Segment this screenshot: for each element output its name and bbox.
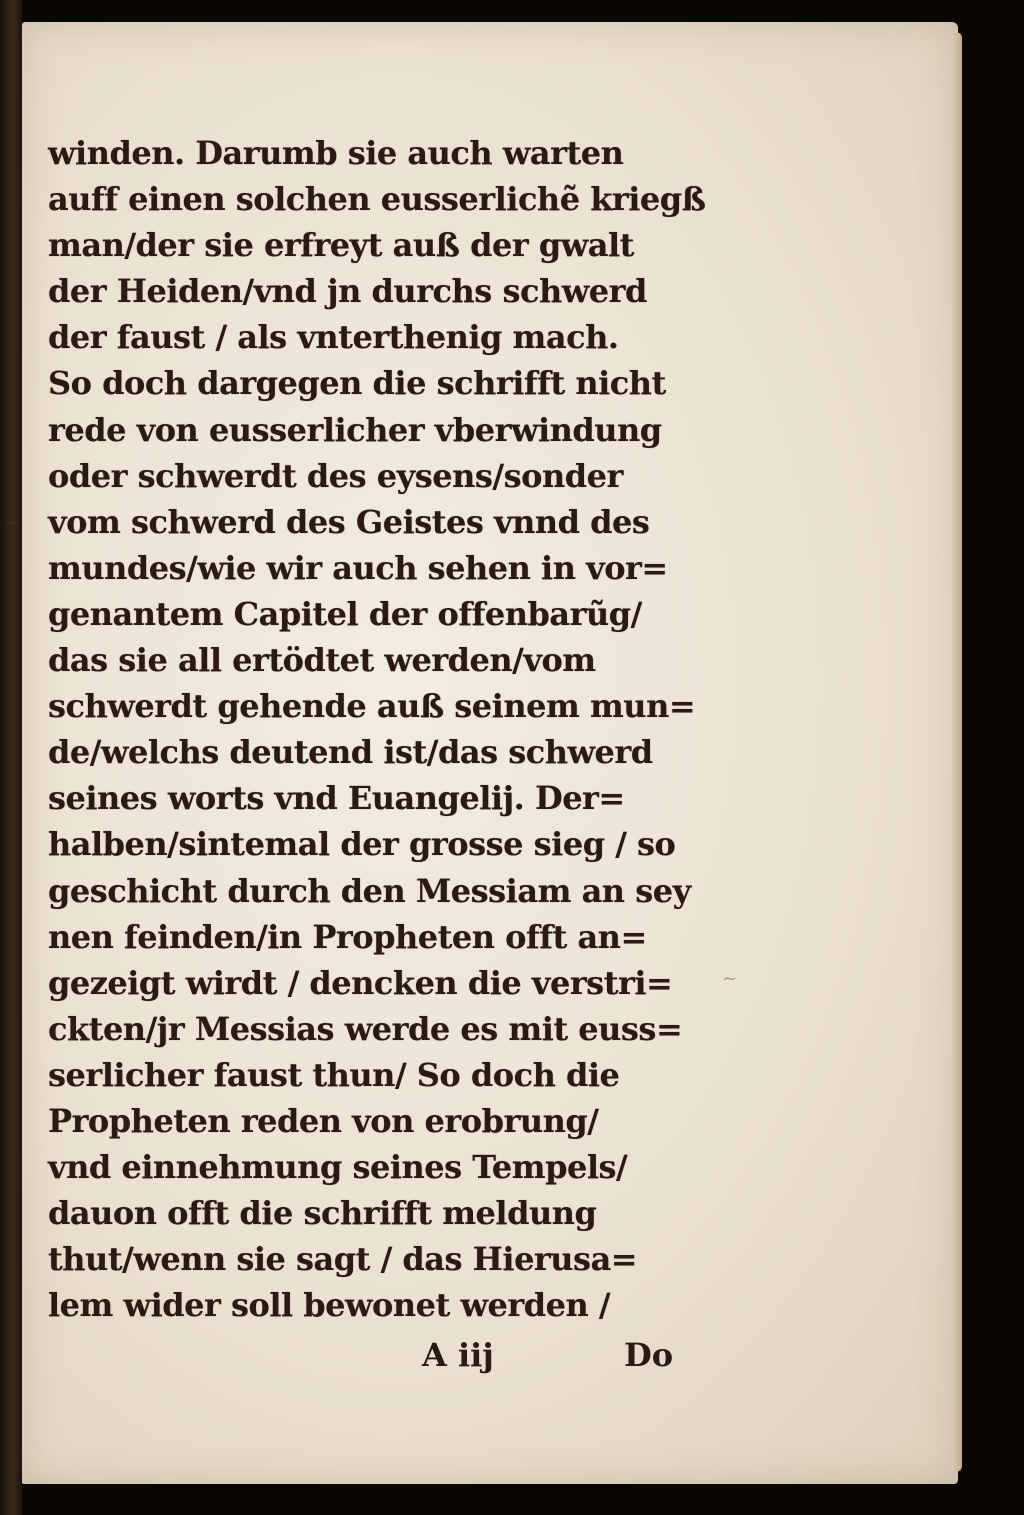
text-line: So doch dargegen die schrifft nicht — [48, 364, 666, 403]
text-line: vom schwerd des Geistes vnnd des — [48, 502, 650, 541]
body-text — [48, 130, 706, 1328]
margin-mark: ~ — [4, 512, 20, 533]
text-line: der Heiden/vnd jn durchs schwerd — [48, 272, 647, 311]
text-line: auff einen solchen eusserlichẽ kriegß — [48, 180, 706, 219]
text-line: man/der sie erfreyt auß der gwalt — [48, 226, 634, 265]
book-binding-edge — [0, 0, 22, 1515]
text-line: oder schwerdt des eysens/sonder — [48, 456, 623, 495]
text-line: das sie all ertödtet werden/vom — [48, 641, 596, 680]
text-line: gezeigt wirdt / dencken die verstri= — [48, 963, 673, 1002]
text-line: de/welchs deutend ist/das schwerd — [48, 733, 653, 772]
text-line: winden. Darumb sie auch warten — [48, 134, 624, 172]
book-page — [4, 22, 958, 1484]
margin-mark: ~ — [722, 968, 738, 989]
text-line: rede von eusserlicher vberwindung — [48, 410, 662, 449]
text-line: geschicht durch den Messiam an sey — [48, 871, 691, 910]
text-line: vnd einnehmung seines Tempels/ — [48, 1148, 628, 1187]
text-line: serlicher faust thun/ So doch die — [48, 1055, 620, 1094]
catchword: Do — [624, 1336, 674, 1374]
text-line: schwerdt gehende auß seinem mun= — [48, 687, 696, 726]
text-line: dauon offt die schrifft meldung — [48, 1194, 597, 1233]
text-line: seines worts vnd Euangelij. Der= — [48, 779, 625, 818]
text-line: der faust / als vnterthenig mach. — [48, 318, 619, 357]
signature-line — [22, 1332, 702, 1378]
page-edge — [952, 32, 962, 1472]
text-line: halben/sintemal der grosse sieg / so — [48, 825, 676, 864]
text-line: genantem Capitel der offenbarũg/ — [48, 594, 642, 633]
text-line: ckten/jr Messias werde es mit euss= — [48, 1009, 683, 1048]
text-line: Propheten reden von erobrung/ — [48, 1101, 599, 1140]
text-line: thut/wenn sie sagt / das Hierusa= — [48, 1240, 638, 1279]
text-line: nen feinden/in Propheten offt an= — [48, 917, 647, 956]
signature-mark: A iij — [422, 1336, 494, 1374]
text-line: mundes/wie wir auch sehen in vor= — [48, 548, 668, 587]
text-line: lem wider soll bewonet werden / — [48, 1286, 611, 1325]
